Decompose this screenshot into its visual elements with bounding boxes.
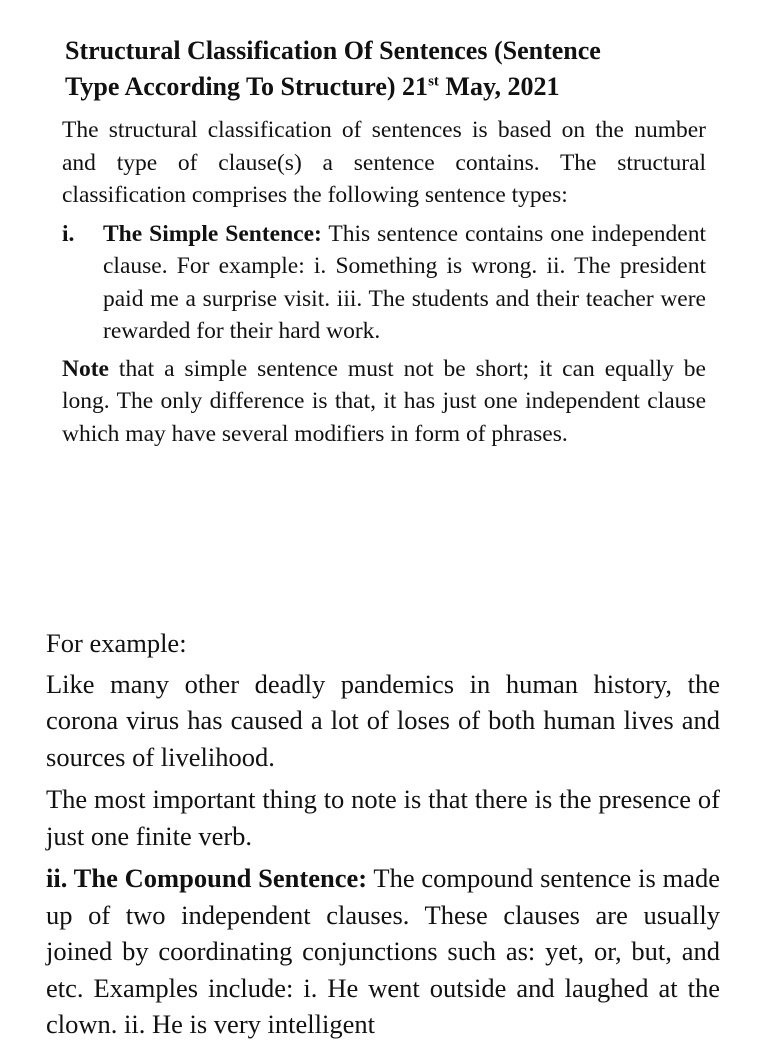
title-superscript: st — [428, 73, 439, 90]
note-paragraph — [62, 353, 706, 451]
list-marker: i. — [62, 220, 75, 247]
list-item-simple-sentence — [62, 218, 706, 348]
compound-sentence-heading: ii. The Compound Sentence: — [46, 863, 368, 893]
document-title — [65, 33, 713, 105]
example-section — [46, 625, 720, 1049]
note-text: that a simple sentence must not be short; it can equally be long. The only difference is that, it has just one independent clause which may have several modifiers in form of phrases. — [62, 355, 706, 447]
compound-sentence-text: The compound sentence is made up of two independent clauses. These clauses are usually joined by coordinating conjunctions such as: yet, or, but, and etc. Examples include: i. He went outside and laughed at the clown. ii. He is very intelligent — [46, 863, 720, 1039]
example-remark: The most important thing to note is that there is the presence of just one finite verb. — [46, 784, 720, 851]
intro-paragraph: The structural classification of sentences is based on the number and type of clause(s) a sentence contains. The structural classification comprises the following sentence types: — [62, 117, 706, 208]
simple-sentence-heading: The Simple Sentence: — [103, 220, 322, 247]
title-line-2: Type According To Structure) 21 — [65, 72, 429, 101]
intro-section — [62, 114, 706, 450]
compound-paragraph — [46, 860, 720, 1043]
simple-sentence-text: This sentence contains one independent clause. For example: i. Something is wrong. ii. The president paid me a surprise visit. iii. The students and their teacher were rewarded for their hard work. — [103, 220, 706, 344]
example-label: For example: — [46, 628, 187, 658]
title-line-1: Structural Classification Of Sentences (Sentence — [65, 36, 601, 65]
title-date: May, 2021 — [438, 72, 560, 101]
note-label: Note — [62, 355, 109, 382]
example-sentence: Like many other deadly pandemics in human history, the corona virus has caused a lot of loses of both human lives and sources of livelihood. — [46, 668, 720, 772]
